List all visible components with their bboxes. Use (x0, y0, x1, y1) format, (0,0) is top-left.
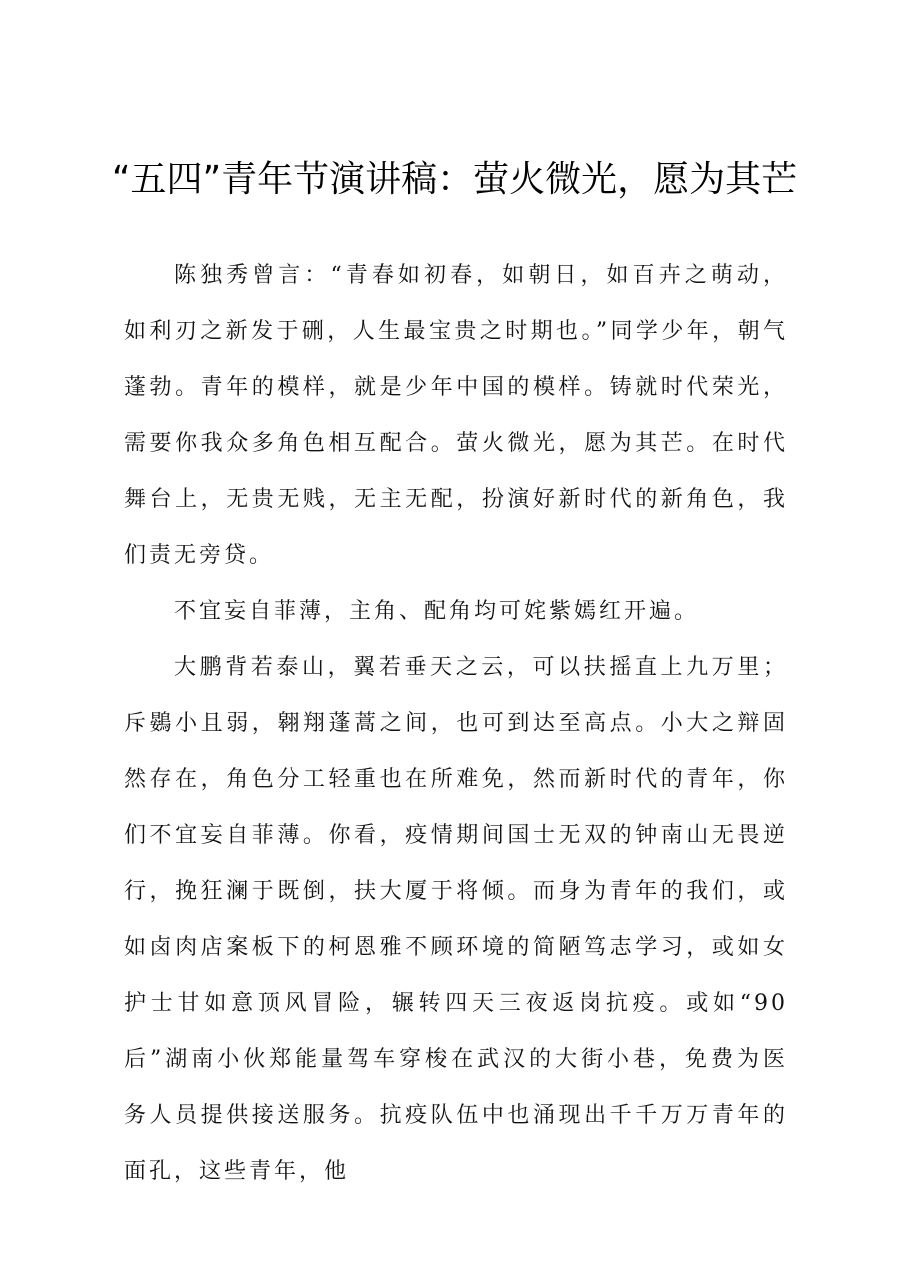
paragraph-2: 不宜妄自菲薄，主角、配角均可姹紫嫣红开遍。 (174, 599, 700, 624)
paragraph-3: 大鹏背若泰山，翼若垂天之云，可以扶摇直上九万里；斥鷃小且弱，翱翔蓬蒿之间，也可到达至高点。小大之辩固然存在，角色分工轻重也在所难免，然而新时代的青年，你们不宜妄自菲薄。你看，疫情期间国士无双的钟南山无畏逆行，挽狂澜于既倒，扶大厦于将倾。而身为青年的我们，或如卤肉店案板下的柯恩雅不顾环境的简陋笃志学习，或如女护士甘如意顶风冒险，辗转四天三夜返岗抗疫。或如“90后”湖南小伙郑能量驾车穿梭在武汉的大街小巷，免费为医务人员提供接送服务。抗疫队伍中也涌现出千千万万青年的面孔，这些青年，他 (124, 655, 788, 1184)
paragraph-1: 陈独秀曾言：“青春如初春，如朝日，如百卉之萌动，如利刃之新发于硎，人生最宝贵之时期也。”同学少年，朝气蓬勃。青年的模样，就是少年中国的模样。铸就时代荣光，需要你我众多角色相互配合。萤火微光，愿为其芒。在时代舞台上，无贵无贱，无主无配，扮演好新时代的新角色，我们责无旁贷。 (124, 263, 788, 568)
document-title: “五四”青年节演讲稿：萤火微光，愿为其芒 (111, 159, 798, 200)
document-body (124, 248, 788, 1200)
